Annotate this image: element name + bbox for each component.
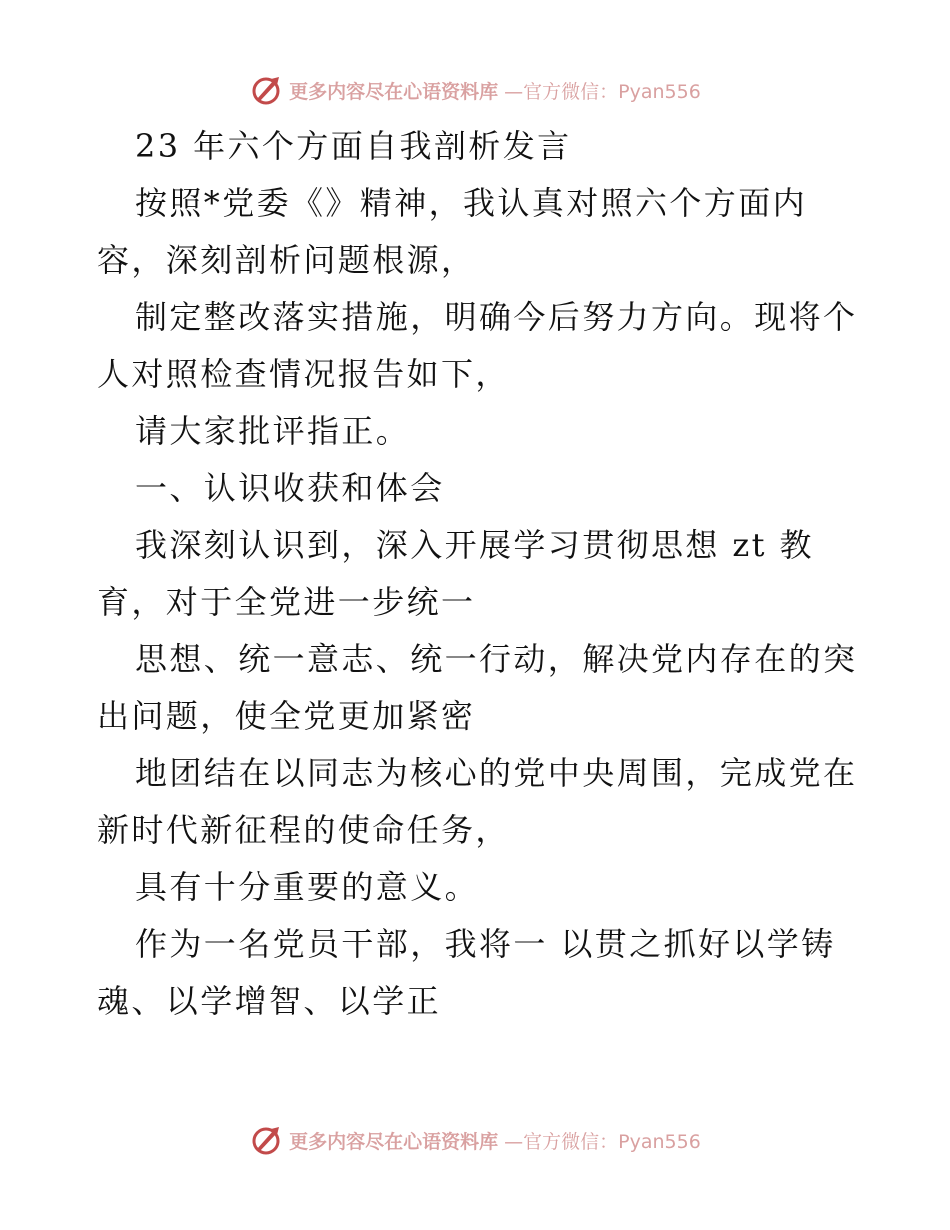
text-line: 人对照检查情况报告如下， <box>97 355 510 393</box>
text-line: 作为一名党员干部，我将一 以贯之抓好以学铸 <box>135 925 836 963</box>
watermark-main-text: 更多内容尽在心语资料库 <box>289 80 499 103</box>
text-line: 新时代新征程的使命任务， <box>97 811 510 849</box>
text-line: 我深刻认识到，深入开展学习贯彻思想 zt 教 <box>135 526 814 564</box>
watermark-sub-text: —官方微信：Pyan556 <box>504 80 701 103</box>
text-line: 出问题，使全党更加紧密 <box>97 697 476 735</box>
text-line: 地团结在以同志为核心的党中央周围，完成党在 <box>135 754 858 792</box>
text-line: 容，深刻剖析问题根源， <box>97 241 476 279</box>
text-line: 按照*党委《》精神，我认真对照六个方面内 <box>135 184 808 222</box>
text-line: 育，对于全党进一步统一 <box>97 583 476 621</box>
watermark-main-text: 更多内容尽在心语资料库 <box>289 1130 499 1153</box>
text-line: 思想、统一意志、统一行动，解决党内存在的突 <box>135 640 858 678</box>
quill-logo-icon <box>249 1123 283 1157</box>
watermark-sub-text: —官方微信：Pyan556 <box>504 1130 701 1153</box>
text-line: 23 年六个方面自我剖析发言 <box>135 127 572 165</box>
footer-watermark <box>0 1120 950 1160</box>
quill-logo-icon <box>249 73 283 107</box>
header-watermark <box>0 70 950 110</box>
text-line: 一、认识收获和体会 <box>135 469 445 507</box>
text-line: 具有十分重要的意义。 <box>135 868 480 906</box>
text-line: 魂、以学增智、以学正 <box>97 982 442 1020</box>
text-line: 制定整改落实措施，明确今后努力方向。现将个 <box>135 298 858 336</box>
text-line: 请大家批评指正。 <box>135 412 411 450</box>
document-body <box>97 118 857 1030</box>
